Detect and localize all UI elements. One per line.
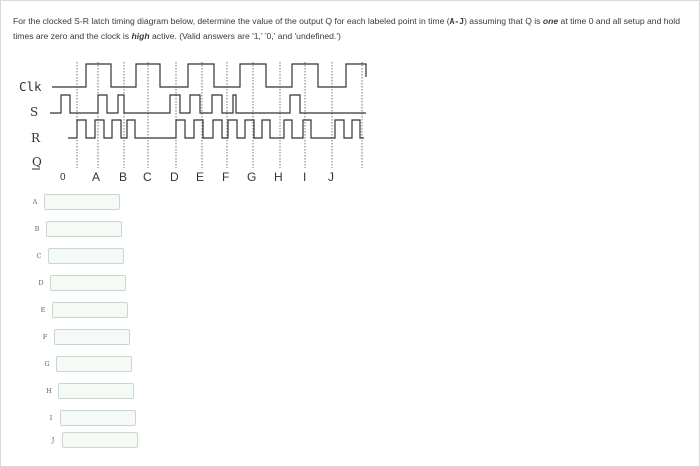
answer-label-h: H bbox=[46, 387, 52, 395]
r-waveform bbox=[68, 120, 364, 138]
answer-label-c: C bbox=[36, 252, 42, 260]
point-label-i: I bbox=[303, 170, 307, 184]
answer-input-j[interactable] bbox=[62, 432, 138, 448]
signal-label-s: S bbox=[30, 105, 39, 119]
point-label-h: H bbox=[274, 170, 283, 184]
point-label-e: E bbox=[196, 170, 205, 184]
question-part1: For the clocked S-R latch timing diagram below, determine the value of the output Q for each labeled point in time ( bbox=[13, 16, 450, 26]
question-part4: active. (Valid answers are '1,' '0,' and 'undefined.') bbox=[149, 31, 341, 41]
answer-input-h[interactable] bbox=[58, 383, 134, 399]
signal-label-q: Q bbox=[32, 155, 42, 169]
answer-label-b: B bbox=[34, 225, 40, 233]
answer-label-f: F bbox=[42, 333, 48, 341]
question-part2: ) assuming that Q is bbox=[464, 16, 543, 26]
answer-input-e[interactable] bbox=[52, 302, 128, 318]
answer-input-i[interactable] bbox=[60, 410, 136, 426]
answer-label-g: G bbox=[44, 360, 50, 368]
clk-waveform bbox=[52, 64, 366, 87]
question-range: A-J bbox=[449, 17, 465, 26]
point-label-d: D bbox=[170, 170, 179, 184]
point-label-g: G bbox=[247, 170, 257, 184]
answer-label-d: D bbox=[38, 279, 44, 287]
timing-diagram bbox=[0, 0, 700, 200]
point-label-j: J bbox=[328, 170, 334, 184]
point-label-0: 0 bbox=[60, 172, 66, 183]
answer-input-f[interactable] bbox=[54, 329, 130, 345]
point-label-c: C bbox=[143, 170, 152, 184]
answer-label-a: A bbox=[32, 198, 38, 206]
point-label-b: B bbox=[119, 170, 128, 184]
question-high: high bbox=[131, 31, 150, 41]
answer-label-e: E bbox=[40, 306, 46, 314]
answer-input-c[interactable] bbox=[48, 248, 124, 264]
answer-label-i: I bbox=[49, 414, 53, 422]
answer-input-a[interactable] bbox=[44, 194, 120, 210]
answer-input-b[interactable] bbox=[46, 221, 122, 237]
question-one: one bbox=[542, 16, 559, 26]
s-waveform bbox=[50, 95, 366, 113]
signal-label-r: R bbox=[31, 131, 41, 145]
point-label-f: F bbox=[222, 170, 230, 184]
answer-input-d[interactable] bbox=[50, 275, 126, 291]
answer-label-j: J bbox=[51, 436, 55, 444]
guide-lines bbox=[77, 62, 362, 168]
question-part3: at time 0 and all setup and hold times are zero and the clock is bbox=[13, 16, 680, 41]
point-label-a: A bbox=[92, 170, 101, 184]
signal-label-clk: Clk bbox=[19, 79, 42, 94]
answer-input-g[interactable] bbox=[56, 356, 132, 372]
